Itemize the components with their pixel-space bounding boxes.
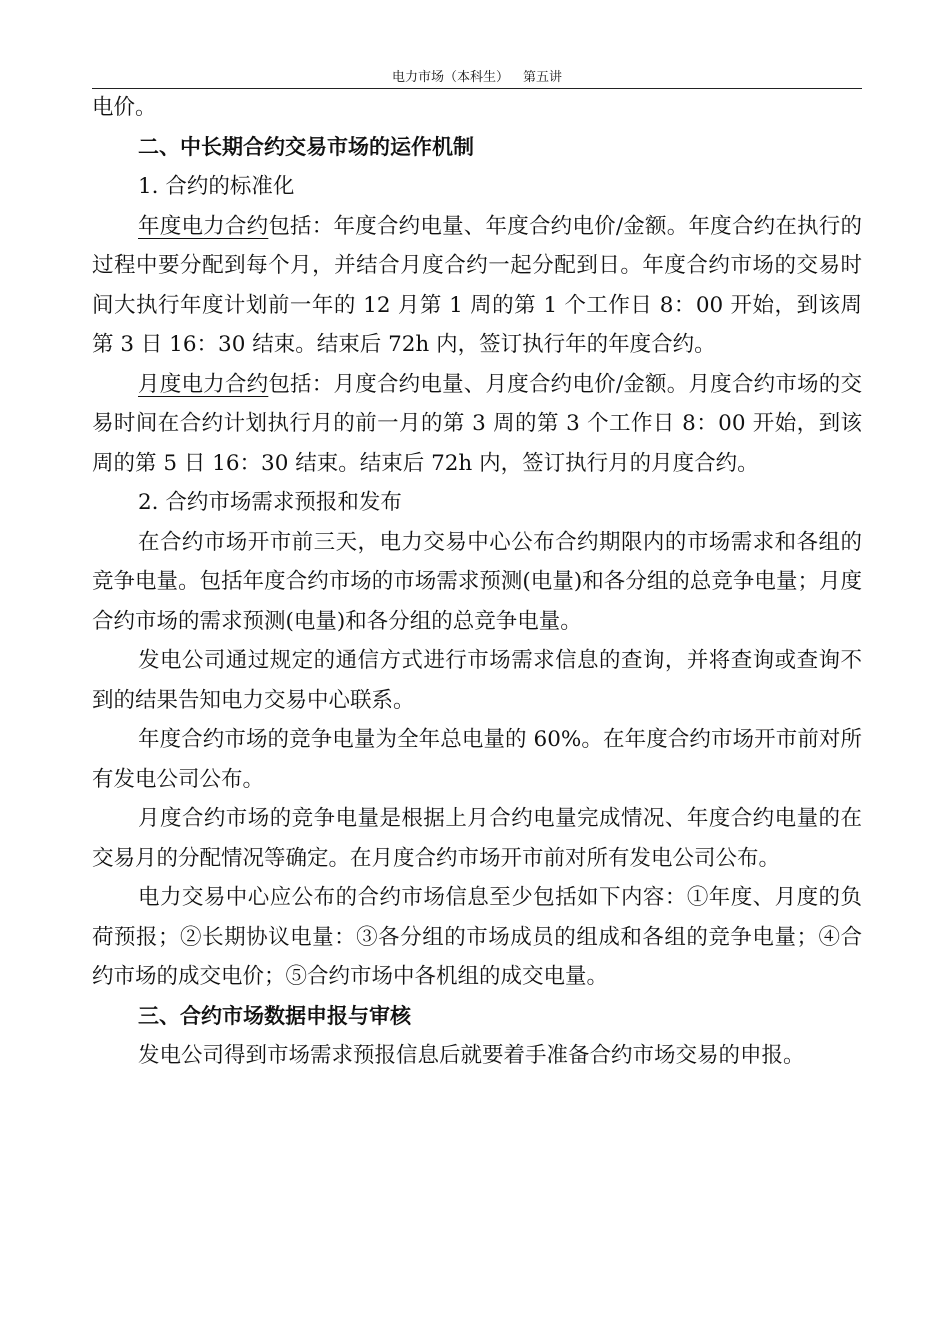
page-header bbox=[92, 70, 862, 89]
paragraph-monthly-volume: 月度合约市场的竞争电量是根据上月合约电量完成情况、年度合约电量的在交易月的分配情况等确定。在月度合约市场开市前对所有发电公司公布。 bbox=[92, 806, 862, 871]
paragraph-annual-volume: 年度合约市场的竞争电量为全年总电量的 60%。在年度合约市场开市前对所有发电公司公布。 bbox=[92, 727, 862, 792]
subheading-1: 1. 合约的标准化 bbox=[138, 174, 295, 199]
monthly-contract-text: 包括：月度合约电量、月度合约电价/金额。月度合约市场的交易时间在合约计划执行月的前一月的第 3 周的第 3 个工作日 8：00 开始，到该周的第 5 日 16：30 结束。结束后 72h 内，签订执行月的月度合约。 bbox=[92, 371, 862, 476]
document-body bbox=[92, 88, 862, 1076]
paragraph-bid-prep: 发电公司得到市场需求预报信息后就要着手准备合约市场交易的申报。 bbox=[138, 1043, 805, 1068]
paragraph-query-info: 发电公司通过规定的通信方式进行市场需求信息的查询，并将查询或查询不到的结果告知电力交易中心联系。 bbox=[92, 648, 862, 713]
term-annual-contract: 年度电力合约 bbox=[138, 213, 269, 239]
paragraph-published-info: 电力交易中心应公布的合约市场信息至少包括如下内容：①年度、月度的负荷预报；②长期协议电量：③各分组的市场成员的组成和各组的竞争电量；④合约市场的成交电价；⑤合约市场中各机组的成交电量。 bbox=[92, 885, 862, 989]
paragraph-continuation: 电价。 bbox=[92, 95, 157, 120]
annual-contract-text: 包括：年度合约电量、年度合约电价/金额。年度合约在执行的过程中要分配到每个月，并结合月度合约一起分配到日。年度合约市场的交易时间大执行年度计划前一年的 12 月第 1 周的第 1 个工作日 8：00 开始，到该周第 3 日 16：30 结束。结束后 72h 内，签订执行年的年度合约。 bbox=[92, 213, 862, 357]
header-lecture: 第五讲 bbox=[523, 70, 563, 85]
subheading-2: 2. 合约市场需求预报和发布 bbox=[138, 490, 402, 515]
section-heading-2: 二、中长期合约交易市场的运作机制 bbox=[138, 134, 474, 159]
paragraph-annual-contract bbox=[92, 207, 862, 365]
term-monthly-contract: 月度电力合约 bbox=[138, 371, 269, 397]
paragraph-demand-forecast: 在合约市场开市前三天，电力交易中心公布合约期限内的市场需求和各组的竞争电量。包括年度合约市场的市场需求预测(电量)和各分组的总竞争电量；月度合约市场的需求预测(电量)和各分组的总竞争电量。 bbox=[92, 529, 862, 634]
paragraph-monthly-contract bbox=[92, 365, 862, 484]
header-course-title: 电力市场（本科生） bbox=[391, 70, 509, 85]
section-heading-3: 三、合约市场数据申报与审核 bbox=[138, 1003, 411, 1028]
